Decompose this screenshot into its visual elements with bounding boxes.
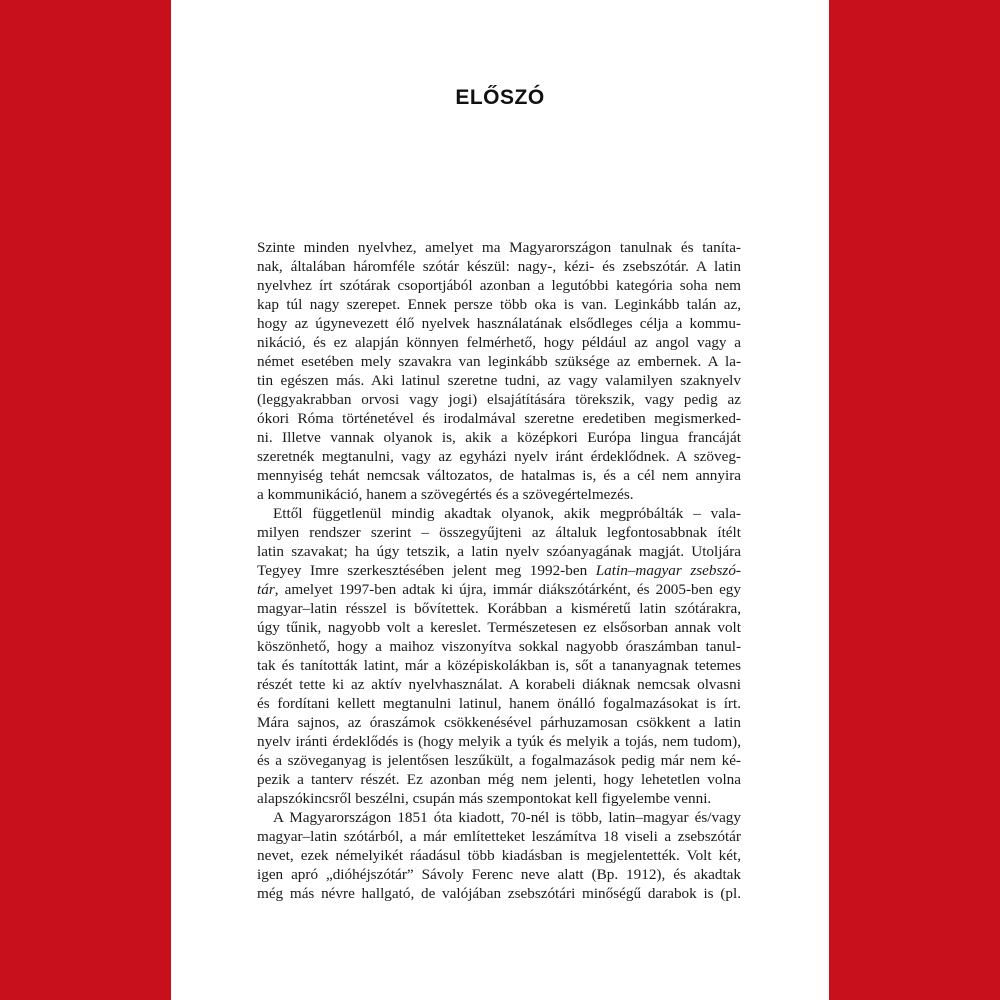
text-line: ni. Illetve vannak olyanok is, akik a középkori Európa lingua francáját xyxy=(257,429,741,446)
text-line: tár, amelyet 1997-ben adtak ki újra, immár diákszótárként, és 2005-ben egy xyxy=(257,581,741,598)
text-line: és fordítani kellett megtanulni latinul, hanem önálló fogalmazásokat is írt. xyxy=(257,695,741,712)
text-line: úgy tűnik, nagyobb volt a kereslet. Természetesen ez elsősorban annak volt xyxy=(257,619,741,636)
text-line: ókori Róma történetével és irodalmával szeretne eredetiben megismerked- xyxy=(257,410,741,427)
text-line: és a szöveganyag is jelentősen leszűkült, a fogalmazások pedig már nem ké- xyxy=(257,752,741,769)
text-line: tak és tanították latint, már a középiskolákban is, sőt a tananyagnak tetemes xyxy=(257,657,741,674)
text-line: nyelv iránti érdeklődés is (hogy melyik a tyúk és melyik a tojás, nem tudom), xyxy=(257,733,741,750)
text-line: nevet, ezek némelyikét ráadásul több kiadásban is megjelentették. Volt két, xyxy=(257,847,741,864)
text-line: a kommunikáció, hanem a szövegértés és a szövegértelmezés. xyxy=(257,486,634,503)
text-line: tin egészen más. Aki latinul szeretne tudni, az vagy valamilyen szaknyelv xyxy=(257,372,741,389)
text-line: Mára sajnos, az óraszámok csökkenésével párhuzamosan csökkent a latin xyxy=(257,714,741,731)
italic-phrase: tár xyxy=(257,581,275,598)
text-line: magyar–latin résszel is bővítettek. Korábban a kisméretű latin szótárakra, xyxy=(257,600,741,617)
page-title: ELŐSZÓ xyxy=(455,86,545,109)
body-text xyxy=(257,238,741,903)
text-line: latin szavakat; ha úgy tetszik, a latin nyelv szóanyagának magját. Utoljára xyxy=(257,543,741,560)
text-line: német esetében mely szavakra van leginkább szüksége az embernek. A la- xyxy=(257,353,741,370)
text-line: még más névre hallgató, de valójában zsebszótári minőségű darabok is (pl. xyxy=(257,885,741,902)
text-line: nak, általában háromféle szótár készül: nagy-, kézi- és zsebszótár. A latin xyxy=(257,258,741,275)
text-line: köszönhető, hogy a maihoz viszonyítva sokkal nagyobb óraszámban tanul- xyxy=(257,638,741,655)
text-line: Ettől függetlenül mindig akadtak olyanok, akik megpróbálták – vala- xyxy=(273,505,741,522)
text-line: szeretnék megtanulni, vagy az egyházi nyelv iránt érdeklődnek. A szöveg- xyxy=(257,448,741,465)
book-page xyxy=(171,0,829,1000)
text-line: hogy az úgynevezett élő nyelvek használatának elsődleges célja a kommu- xyxy=(257,315,741,332)
text-line: magyar–latin szótárból, a már említetteket leszámítva 18 viseli a zsebszótár xyxy=(257,828,741,845)
text-line: milyen rendszer szerint – összegyűjteni az általuk legfontosabbnak ítélt xyxy=(257,524,741,541)
text-line: mennyiség tehát nemcsak változatos, de hatalmas is, és a cél nem annyira xyxy=(257,467,741,484)
text-line: nyelvhez írt szótárak csoportjából azonban a legutóbbi kategória soha nem xyxy=(257,277,741,294)
italic-phrase: Latin–magyar zsebszó- xyxy=(595,562,741,579)
text-line: alapszókincsről beszélni, csupán más szempontokat kell figyelembe venni. xyxy=(257,790,712,807)
text-line: (leggyakrabban orvosi vagy jogi) elsajátítására törekszik, vagy pedig az xyxy=(257,391,741,408)
text-line: A Magyarországon 1851 óta kiadott, 70-nél is több, latin–magyar és/vagy xyxy=(273,809,741,826)
text-line: kap túl nagy szerepet. Ennek persze több oka is van. Leginkább talán az, xyxy=(257,296,741,313)
text-line: nikáció, és ez alapján könnyen felmérhető, hogy például az angol vagy a xyxy=(257,334,741,351)
text-line: Tegyey Imre szerkesztésében jelent meg 1992-ben Latin–magyar zsebszó- xyxy=(257,562,741,579)
text-line: igen apró „dióhéjszótár” Sávoly Ferenc neve alatt (Bp. 1912), és akadtak xyxy=(257,866,741,883)
text-line: részét tette ki az aktív nyelvhasználat. A korabeli diáknak nemcsak olvasni xyxy=(257,676,741,693)
text-line: pezik a tanterv részét. Ez azonban még nem jelenti, hogy lehetetlen volna xyxy=(257,771,741,788)
text-line: Szinte minden nyelvhez, amelyet ma Magyarországon tanulnak és taníta- xyxy=(257,239,741,256)
